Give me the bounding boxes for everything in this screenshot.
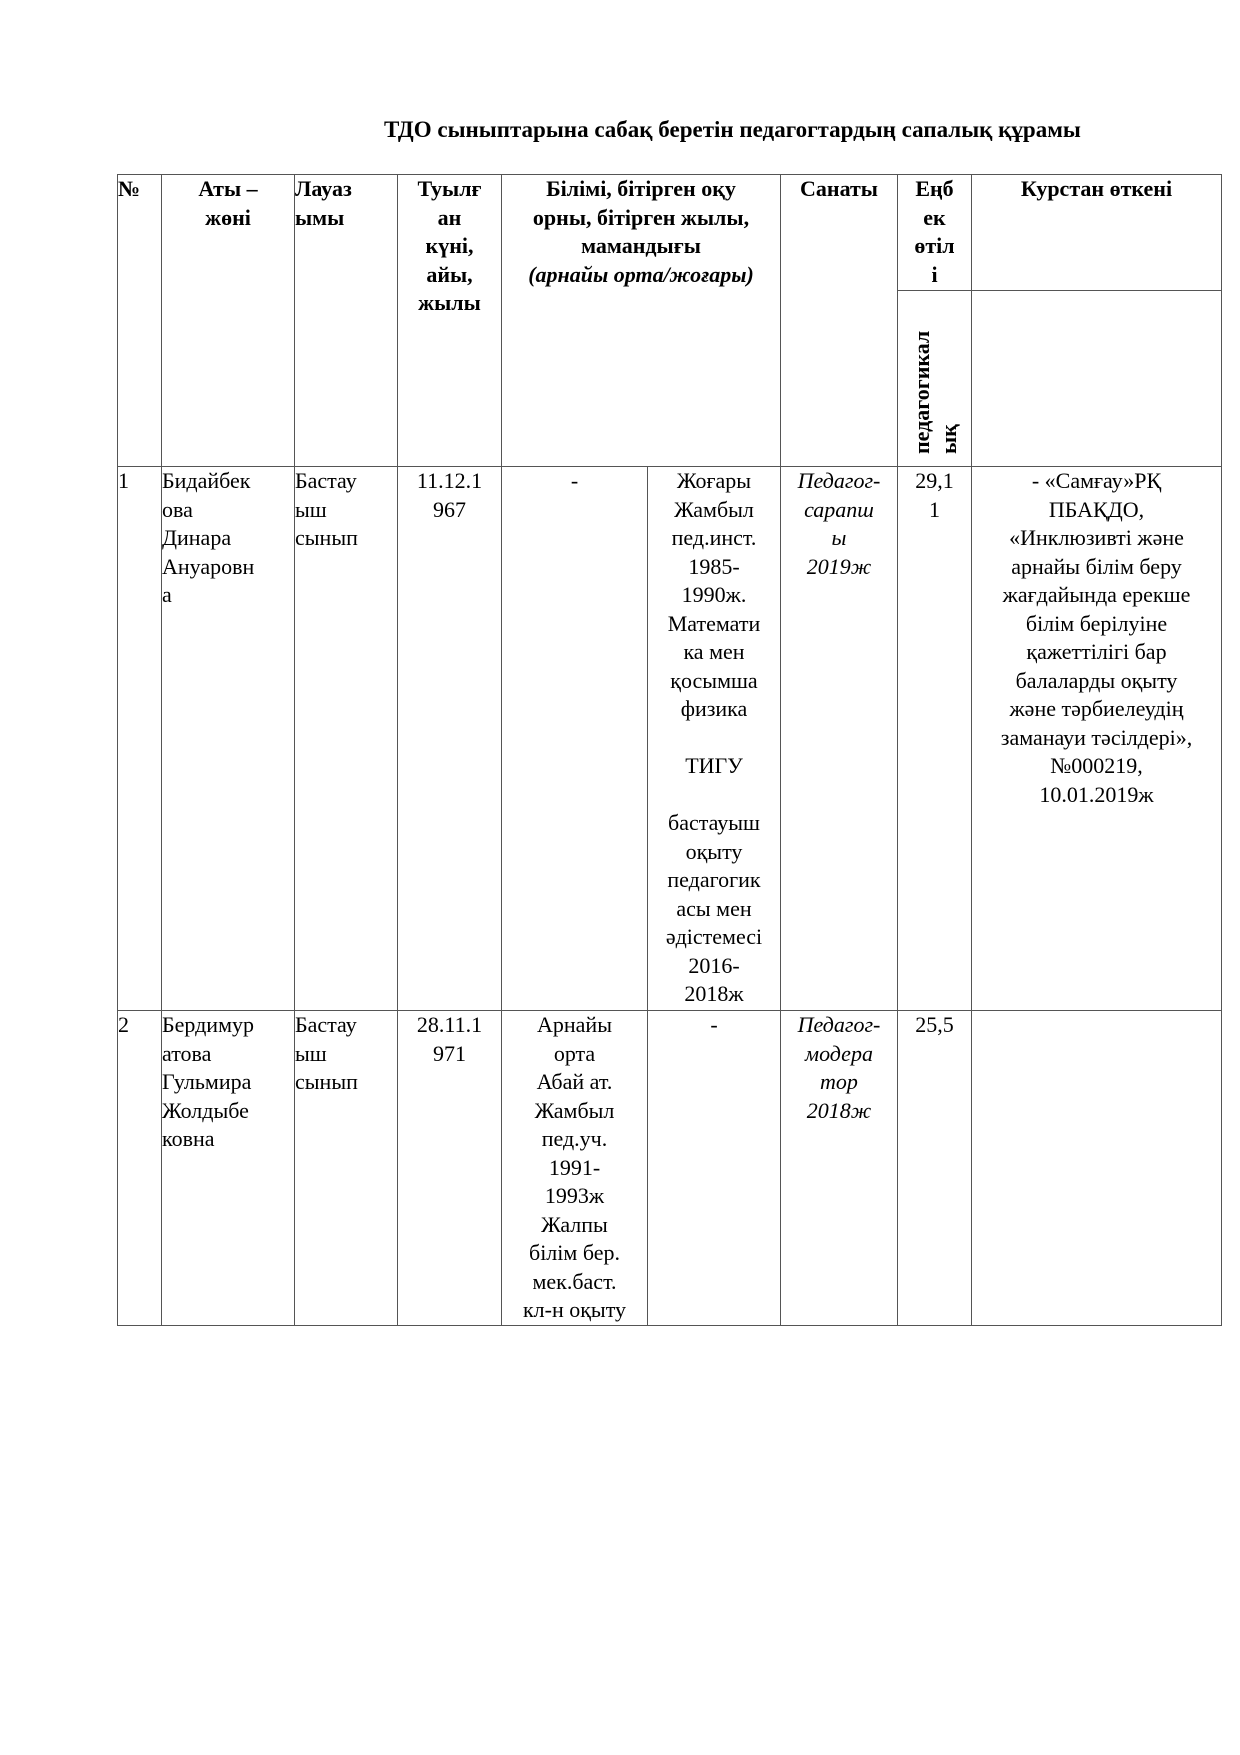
- text-line: ыш: [295, 1040, 327, 1066]
- text-line: Лауаз: [295, 176, 352, 201]
- document-title: ТДО сыныптарына сабақ беретін педагогтардың сапалық құрамы: [384, 117, 1081, 142]
- text-line: пед.уч.: [541, 1126, 608, 1151]
- row-name: [162, 1011, 295, 1326]
- cell-text: [798, 1012, 881, 1123]
- text-line: Жолдыбе: [162, 1097, 249, 1123]
- cell-text: [417, 468, 482, 522]
- text-line: 1985-: [688, 553, 740, 579]
- text-line: Педагог-: [797, 468, 881, 493]
- row-position: [295, 467, 398, 1011]
- text-line: күні,: [425, 233, 474, 258]
- row-name: [162, 467, 295, 1011]
- text-line: 971: [433, 1040, 466, 1066]
- header-birth: [398, 175, 502, 467]
- header-num: №: [118, 175, 162, 467]
- text-line: тор: [820, 1069, 858, 1094]
- text-line: жылы: [418, 290, 481, 315]
- text-line: 2018ж: [684, 981, 744, 1006]
- cell-text: [533, 176, 749, 258]
- text-line: Жамбыл: [674, 496, 754, 522]
- text-line: Педагог-: [797, 1012, 881, 1037]
- text-line: заманауи тәсілдері»,: [1000, 724, 1193, 750]
- text-line: 1: [929, 496, 940, 522]
- row-experience: [898, 467, 972, 1011]
- text-line: қажеттілігі бар: [1026, 639, 1167, 664]
- text-line: Абай ат.: [536, 1069, 613, 1094]
- text-line: кл-н оқыту: [522, 1297, 627, 1322]
- text-line: 11.12.1: [416, 468, 483, 493]
- text-line: -: [570, 468, 579, 493]
- text-line: сынып: [295, 1069, 358, 1094]
- text-line: 2018ж: [806, 1097, 872, 1123]
- cell-text: [571, 468, 578, 493]
- text-line: Бастау: [295, 468, 357, 493]
- header-experience: [898, 175, 972, 291]
- text-line: қосымша: [670, 667, 758, 693]
- header-row: [118, 175, 1222, 291]
- cell-text: [668, 468, 761, 721]
- text-line: бастауыш: [668, 810, 760, 835]
- row-birth: [398, 1011, 502, 1326]
- text-line: ковна: [162, 1126, 215, 1151]
- text-line: Еңб: [915, 176, 954, 201]
- text-line: Гульмира: [162, 1069, 252, 1094]
- text-line: мамандығы: [581, 233, 701, 258]
- text-line: 1993ж: [544, 1183, 605, 1208]
- row-secondary-education: [502, 1011, 648, 1326]
- cell-text: [295, 176, 352, 230]
- row-category: [781, 467, 898, 1011]
- row-birth: [398, 467, 502, 1011]
- text-line: Арнайы: [537, 1012, 612, 1037]
- row-higher-education: [648, 467, 781, 1011]
- text-line: әдістемесі: [665, 924, 763, 949]
- text-line: і: [931, 261, 938, 287]
- text-line: және тәрбиелеудің: [1009, 696, 1184, 721]
- cell-text: [915, 1012, 954, 1037]
- text-line: Бидайбек: [162, 468, 251, 493]
- text-line: жағдайында ерекше: [1002, 582, 1191, 607]
- text-line: орта: [553, 1040, 596, 1066]
- text-line: Жоғары: [676, 468, 752, 493]
- text-line: 28.11.1: [416, 1012, 483, 1037]
- text-line: ова: [162, 496, 193, 522]
- text-line: модера: [805, 1040, 873, 1066]
- text-line: балаларды оқыту: [1015, 667, 1178, 693]
- text-line: асы мен: [676, 895, 752, 921]
- text-line: пед.инст.: [671, 525, 757, 550]
- row-higher-education: [648, 1011, 781, 1326]
- table-row: [118, 1011, 1222, 1326]
- text-line: 2016-: [688, 952, 740, 978]
- cell-text: [417, 1012, 482, 1066]
- header-courses: Курстан өткені: [972, 175, 1222, 291]
- text-line: Білімі, бітірген оқу: [546, 176, 736, 201]
- text-line: айы,: [426, 261, 473, 287]
- text-line: Математи: [667, 610, 761, 636]
- text-line: 10.01.2019ж: [1039, 781, 1154, 807]
- cell-text: [417, 176, 481, 315]
- row-secondary-education: [502, 467, 648, 1011]
- cell-text: [523, 1012, 626, 1322]
- text-line: білім берілуіне: [1025, 610, 1168, 636]
- text-line: 1991-: [548, 1154, 601, 1180]
- text-line: Динара: [162, 525, 232, 550]
- row-num: 1: [118, 467, 162, 1011]
- text-line: Жамбыл: [534, 1097, 615, 1123]
- text-line: педагогик: [667, 867, 761, 892]
- text-line: Бастау: [295, 1012, 357, 1037]
- cell-text: [162, 468, 254, 607]
- cell-text: [798, 468, 881, 579]
- cell-text: [909, 330, 961, 453]
- cell-text: [295, 468, 358, 550]
- text-line: атова: [162, 1040, 212, 1066]
- row-category: [781, 1011, 898, 1326]
- row-courses: [972, 467, 1222, 1011]
- row-experience: [898, 1011, 972, 1326]
- text-line: оқыту: [685, 838, 743, 864]
- text-line: №000219,: [1050, 753, 1143, 778]
- staff-table: [117, 174, 1222, 1326]
- text-line: ПБАҚДО,: [1048, 496, 1145, 522]
- cell-text: [710, 1012, 717, 1037]
- text-line: 29,1: [915, 468, 954, 493]
- text-line: жөні: [205, 204, 251, 230]
- cell-text: [295, 1012, 358, 1094]
- text-line: мек.баст.: [532, 1268, 617, 1294]
- text-line: ТИГУ: [685, 753, 743, 778]
- header-position: [295, 175, 398, 467]
- text-line: Туылғ: [417, 176, 482, 201]
- cell-text: [666, 810, 762, 1006]
- text-line: физика: [680, 696, 748, 721]
- header-name: [162, 175, 295, 467]
- text-line: 25,5: [915, 1012, 954, 1037]
- header-education-note: (арнайы орта/жоғары): [528, 261, 754, 287]
- text-line: өтіл: [914, 233, 955, 258]
- header-pedagogical: [898, 291, 972, 467]
- table-row: [118, 467, 1222, 1011]
- text-line: Жалпы: [541, 1211, 608, 1237]
- text-line: ек: [923, 204, 946, 230]
- header-category: Санаты: [781, 175, 898, 467]
- text-line: а: [162, 582, 172, 607]
- text-line: 2019ж: [806, 553, 872, 579]
- header-courses-blank: [972, 291, 1222, 467]
- text-line: Бердимур: [162, 1012, 254, 1037]
- text-line: ы: [831, 525, 847, 550]
- text-line: ка мен: [683, 639, 745, 664]
- cell-text: [162, 1012, 254, 1151]
- row-position: [295, 1011, 398, 1326]
- text-line: арнайы білім беру: [1011, 553, 1182, 579]
- text-line: сынып: [295, 525, 358, 550]
- text-line: ыш: [295, 496, 327, 522]
- text-line: педагогикал: [908, 330, 934, 454]
- text-line: ымы: [295, 204, 345, 230]
- text-line: ық: [935, 423, 961, 454]
- text-line: «Инклюзивті және: [1009, 525, 1184, 550]
- cell-text: [914, 176, 954, 287]
- text-line: білім бер.: [529, 1240, 620, 1265]
- cell-text: [685, 753, 743, 778]
- text-line: ан: [437, 204, 462, 230]
- row-num: 2: [118, 1011, 162, 1326]
- cell-text: [198, 176, 257, 230]
- text-line: Ануаровн: [162, 553, 255, 579]
- text-line: Аты –: [198, 176, 258, 201]
- text-line: 1990ж.: [681, 582, 747, 607]
- text-line: орны, бітірген жылы,: [532, 204, 750, 230]
- cell-text: [1001, 468, 1193, 807]
- text-line: сарапш: [804, 496, 874, 522]
- text-line: - «Самғау»РҚ: [1031, 468, 1162, 493]
- header-education: [502, 175, 781, 467]
- text-line: 967: [433, 496, 466, 522]
- cell-text: [915, 468, 954, 522]
- text-line: -: [710, 1012, 718, 1037]
- row-courses: [972, 1011, 1222, 1326]
